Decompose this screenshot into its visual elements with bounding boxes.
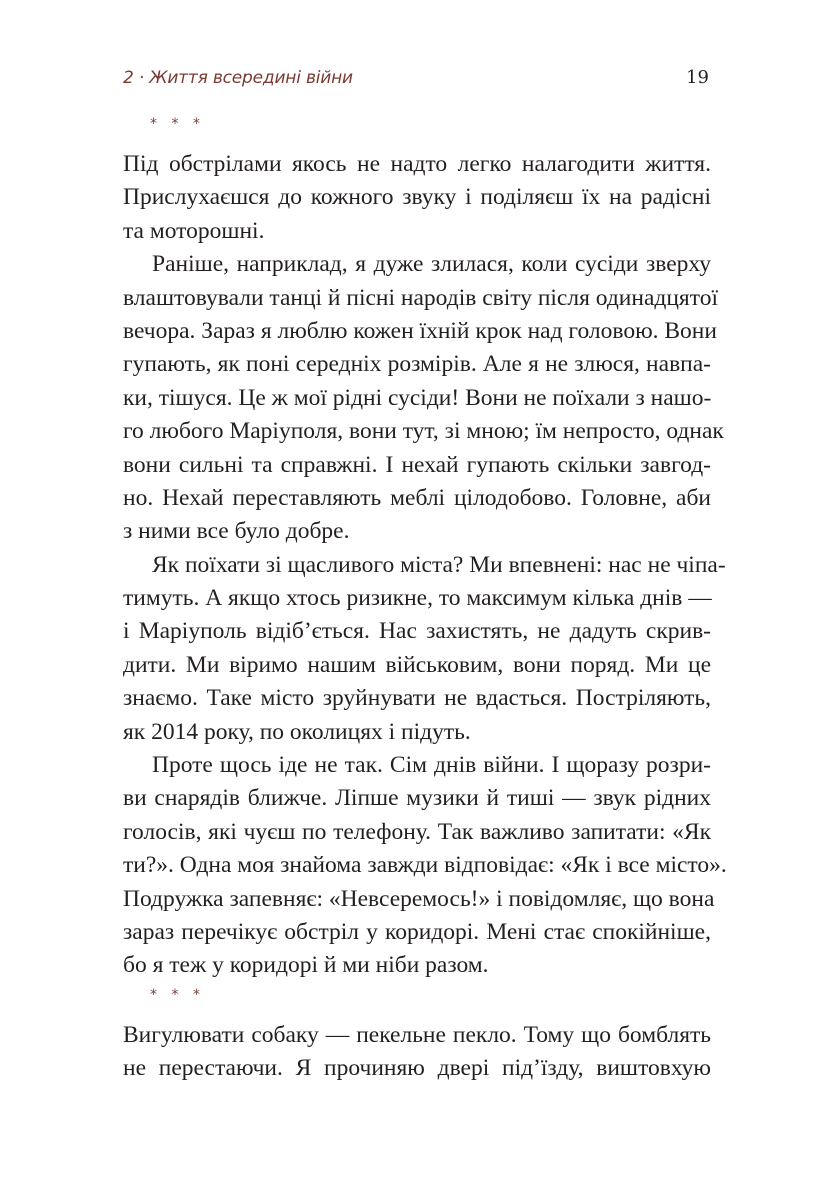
text-line: гупають, як поні середніх розмірів. Але я не злюся, навпа- — [123, 351, 711, 378]
text-line: Проте щось іде не так. Сім днів війни. І щоразу розри- — [152, 752, 711, 779]
text-line: бо я теж у коридорі й ми ніби разом. — [123, 952, 489, 979]
body-text-section-2 — [123, 1019, 711, 1086]
text-line: Як поїхати зі щасливого міста? Ми впевнені: нас не чіпа- — [152, 551, 726, 578]
text-line: Вигулювати собаку — пекельне пекло. Тому що бомблять — [123, 1022, 711, 1048]
text-line: як 2014 року, по околицях і підуть. — [123, 718, 471, 745]
text-line: но. Нехай переставляють меблі цілодобово. Головне, аби — [123, 484, 711, 511]
text-line: ти?». Одна моя знайома завжди відповідає: «Як і все місто». — [123, 852, 727, 879]
text-line: го любого Маріуполя, вони тут, зі мною; їм непросто, однак — [123, 418, 724, 445]
section-break-asterism: * * * — [150, 116, 205, 132]
text-line: з ними все було добре. — [123, 518, 350, 545]
text-line: тимуть. А якщо хтось ризикне, то максимум кілька днів — — [123, 585, 712, 612]
text-line: голосів, які чуєш по телефону. Так важливо запитати: «Як — [123, 818, 711, 845]
text-line: влаштовували танці й пісні народів світу після одинадцятої — [123, 284, 718, 311]
text-line: ки, тішуся. Це ж мої рідні сусіди! Вони не поїхали з нашо- — [123, 384, 712, 411]
text-line: ви снарядів ближче. Ліпше музики й тиші — звук рідних — [123, 785, 711, 812]
page-number: 19 — [686, 67, 709, 88]
chapter-running-title: 2 · Життя всередині війни — [123, 68, 353, 88]
text-line: знаємо. Таке місто зруйнувати не вдасться. Постріляють, — [123, 685, 711, 712]
text-line: Раніше, наприклад, я дуже злилася, коли сусіди зверху — [152, 251, 711, 278]
text-line: Під обстрілами якось не надто легко налагодити життя. — [123, 151, 711, 177]
text-line: не перестаючи. Я прочиняю двері під’їзду, виштовхую — [123, 1055, 711, 1082]
text-line: дити. Ми віримо нашим військовим, вони поряд. Ми це — [123, 651, 711, 678]
text-line: зараз перечікує обстріл у коридорі. Мені стає спокійніше, — [123, 918, 711, 945]
body-text-section-1 — [123, 148, 727, 983]
text-line: Прислухаєшся до кожного звуку і поділяєш їх на радісні — [123, 184, 711, 211]
text-line: вони сильні та справжні. І нехай гупають скільки завгод- — [123, 451, 711, 478]
text-line: та моторошні. — [123, 217, 265, 244]
text-line: Подружка запевняє: «Невсеремось!» і повідомляє, що вона — [123, 885, 715, 912]
section-break-asterism: * * * — [150, 987, 205, 1003]
running-head — [123, 67, 709, 93]
text-line: і Маріуполь відіб’ється. Нас захистять, не дадуть скрив- — [123, 618, 711, 645]
text-line: вечора. Зараз я люблю кожен їхній крок над головою. Вони — [123, 317, 717, 344]
